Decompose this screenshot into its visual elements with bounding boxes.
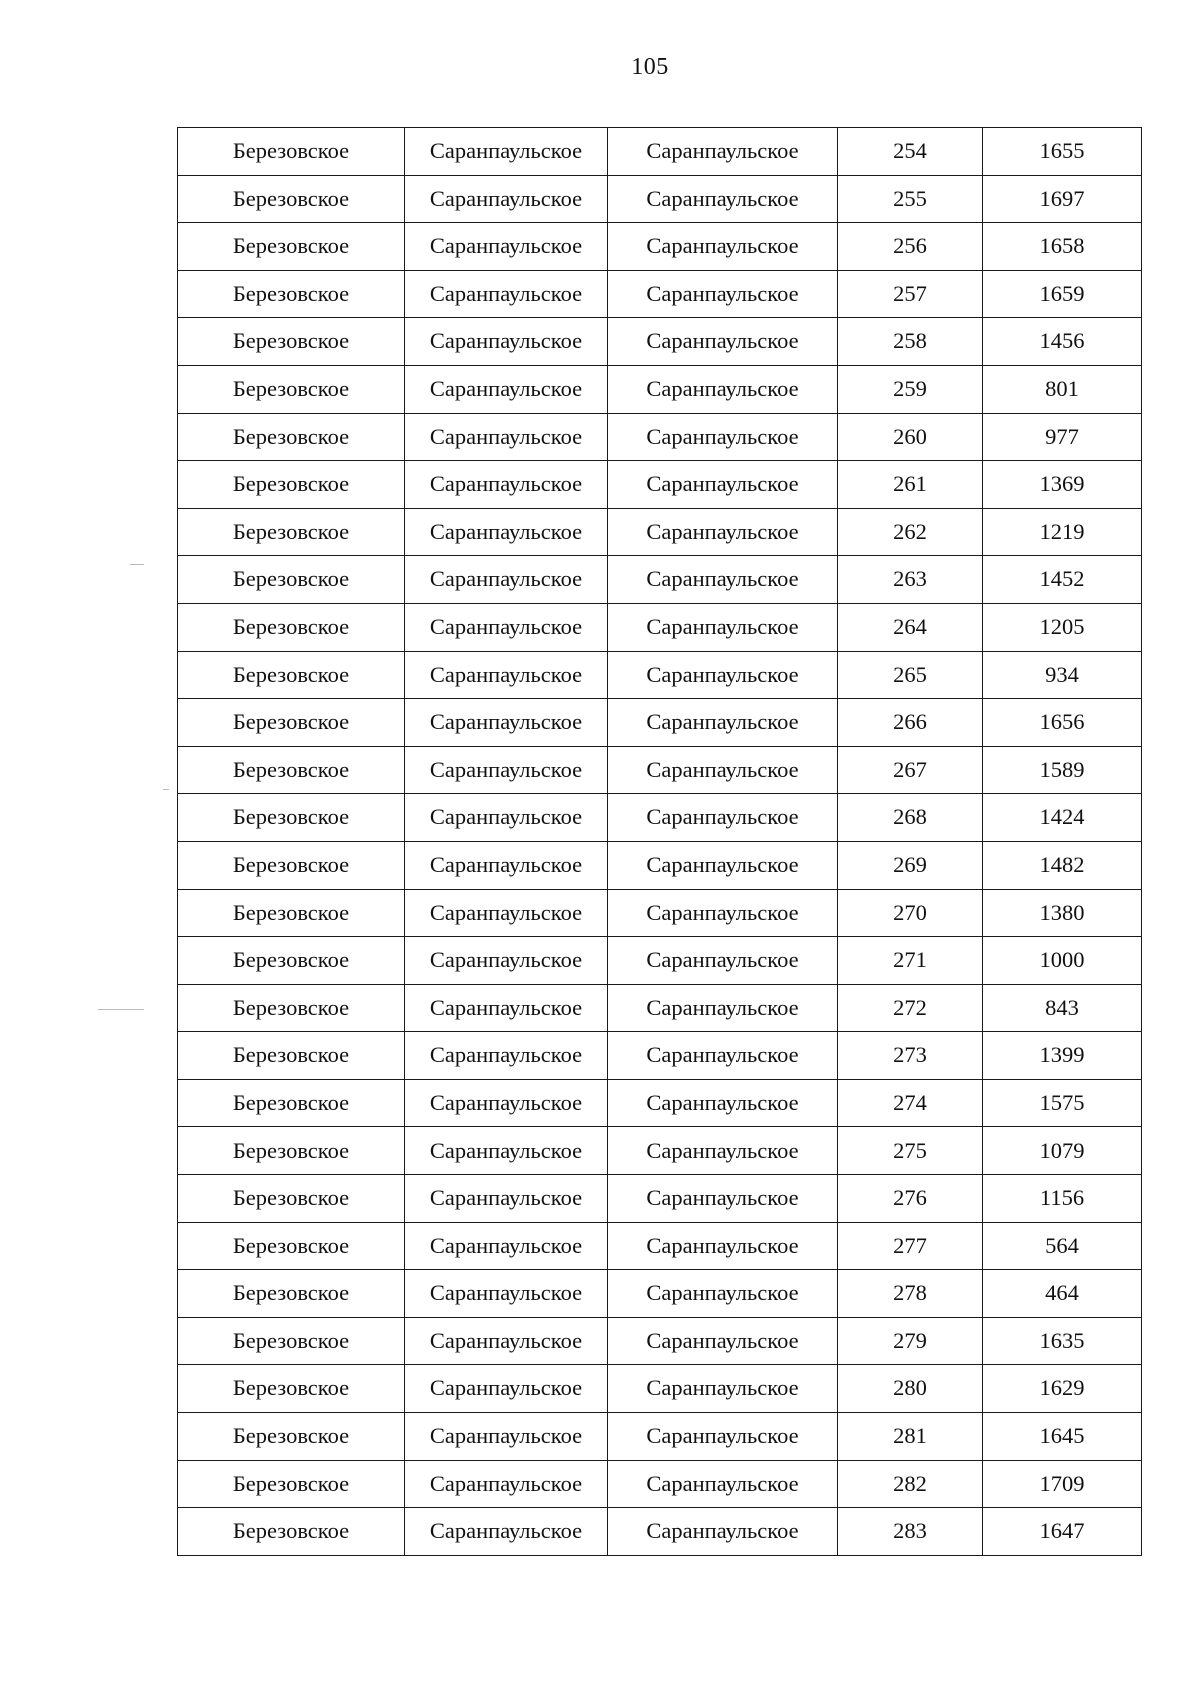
table-row bbox=[178, 318, 1142, 366]
table-row bbox=[178, 556, 1142, 604]
table-cell-locality: Саранпаульское bbox=[608, 365, 838, 413]
table-row bbox=[178, 603, 1142, 651]
table-cell-settlement: Саранпаульское bbox=[405, 1365, 608, 1413]
table-cell-settlement: Саранпаульское bbox=[405, 1460, 608, 1508]
table-cell-settlement: Саранпаульское bbox=[405, 270, 608, 318]
table-cell-settlement: Саранпаульское bbox=[405, 175, 608, 223]
table-cell-settlement: Саранпаульское bbox=[405, 1127, 608, 1175]
table-cell-district: Березовское bbox=[178, 794, 405, 842]
table-row bbox=[178, 223, 1142, 271]
table-cell-locality: Саранпаульское bbox=[608, 889, 838, 937]
table-cell-number: 278 bbox=[838, 1270, 983, 1318]
table-cell-value: 1697 bbox=[983, 175, 1142, 223]
table-cell-settlement: Саранпаульское bbox=[405, 603, 608, 651]
scan-artifact bbox=[98, 1009, 144, 1010]
table-cell-locality: Саранпаульское bbox=[608, 1032, 838, 1080]
table-cell-settlement: Саранпаульское bbox=[405, 1508, 608, 1556]
table-cell-district: Березовское bbox=[178, 1508, 405, 1556]
table-row bbox=[178, 746, 1142, 794]
table-cell-locality: Саранпаульское bbox=[608, 841, 838, 889]
table-cell-settlement: Саранпаульское bbox=[405, 461, 608, 509]
table-body bbox=[178, 128, 1142, 1556]
table-cell-locality: Саранпаульское bbox=[608, 508, 838, 556]
table-cell-locality: Саранпаульское bbox=[608, 1175, 838, 1223]
table-cell-value: 1156 bbox=[983, 1175, 1142, 1223]
table-cell-district: Березовское bbox=[178, 1222, 405, 1270]
table-cell-number: 268 bbox=[838, 794, 983, 842]
table-row bbox=[178, 1317, 1142, 1365]
table-cell-value: 1645 bbox=[983, 1413, 1142, 1461]
table-cell-district: Березовское bbox=[178, 1127, 405, 1175]
table-cell-district: Березовское bbox=[178, 1079, 405, 1127]
table-cell-settlement: Саранпаульское bbox=[405, 508, 608, 556]
table-row bbox=[178, 1460, 1142, 1508]
table-cell-district: Березовское bbox=[178, 1365, 405, 1413]
table-cell-number: 276 bbox=[838, 1175, 983, 1223]
table-cell-value: 1079 bbox=[983, 1127, 1142, 1175]
table-cell-value: 1658 bbox=[983, 223, 1142, 271]
table-cell-value: 1219 bbox=[983, 508, 1142, 556]
scan-artifact bbox=[130, 564, 144, 565]
table-cell-district: Березовское bbox=[178, 889, 405, 937]
table-cell-value: 1452 bbox=[983, 556, 1142, 604]
table-cell-district: Березовское bbox=[178, 318, 405, 366]
table-cell-locality: Саранпаульское bbox=[608, 603, 838, 651]
table-row bbox=[178, 461, 1142, 509]
table-cell-settlement: Саранпаульское bbox=[405, 1222, 608, 1270]
table-cell-district: Березовское bbox=[178, 699, 405, 747]
table-cell-number: 267 bbox=[838, 746, 983, 794]
table-cell-number: 282 bbox=[838, 1460, 983, 1508]
table-cell-locality: Саранпаульское bbox=[608, 699, 838, 747]
table-row bbox=[178, 1508, 1142, 1556]
table-cell-value: 934 bbox=[983, 651, 1142, 699]
table-cell-locality: Саранпаульское bbox=[608, 1508, 838, 1556]
table-cell-district: Березовское bbox=[178, 365, 405, 413]
table-cell-number: 256 bbox=[838, 223, 983, 271]
table-cell-locality: Саранпаульское bbox=[608, 413, 838, 461]
table-cell-settlement: Саранпаульское bbox=[405, 1175, 608, 1223]
table-cell-number: 255 bbox=[838, 175, 983, 223]
table-cell-value: 1635 bbox=[983, 1317, 1142, 1365]
table-cell-locality: Саранпаульское bbox=[608, 794, 838, 842]
table-cell-settlement: Саранпаульское bbox=[405, 699, 608, 747]
table-cell-district: Березовское bbox=[178, 603, 405, 651]
table-cell-settlement: Саранпаульское bbox=[405, 889, 608, 937]
table-cell-number: 263 bbox=[838, 556, 983, 604]
page-number: 105 bbox=[631, 54, 669, 80]
table-cell-district: Березовское bbox=[178, 984, 405, 1032]
table-cell-value: 1709 bbox=[983, 1460, 1142, 1508]
table-cell-district: Березовское bbox=[178, 746, 405, 794]
table-cell-number: 264 bbox=[838, 603, 983, 651]
table-cell-number: 274 bbox=[838, 1079, 983, 1127]
table-cell-number: 262 bbox=[838, 508, 983, 556]
table-cell-district: Березовское bbox=[178, 1317, 405, 1365]
table-cell-district: Березовское bbox=[178, 270, 405, 318]
table-row bbox=[178, 128, 1142, 176]
table-cell-settlement: Саранпаульское bbox=[405, 746, 608, 794]
table-cell-number: 254 bbox=[838, 128, 983, 176]
table-cell-number: 283 bbox=[838, 1508, 983, 1556]
table-cell-settlement: Саранпаульское bbox=[405, 1317, 608, 1365]
table-row bbox=[178, 841, 1142, 889]
table-cell-settlement: Саранпаульское bbox=[405, 128, 608, 176]
table-cell-number: 272 bbox=[838, 984, 983, 1032]
table-row bbox=[178, 651, 1142, 699]
table-cell-locality: Саранпаульское bbox=[608, 461, 838, 509]
table-cell-number: 265 bbox=[838, 651, 983, 699]
table-row bbox=[178, 1127, 1142, 1175]
table-cell-value: 1629 bbox=[983, 1365, 1142, 1413]
table-cell-district: Березовское bbox=[178, 1460, 405, 1508]
table-cell-value: 1399 bbox=[983, 1032, 1142, 1080]
table-cell-locality: Саранпаульское bbox=[608, 937, 838, 985]
table-row bbox=[178, 365, 1142, 413]
table-cell-number: 261 bbox=[838, 461, 983, 509]
table-cell-value: 464 bbox=[983, 1270, 1142, 1318]
table-cell-value: 1655 bbox=[983, 128, 1142, 176]
table-cell-settlement: Саранпаульское bbox=[405, 318, 608, 366]
table-cell-value: 843 bbox=[983, 984, 1142, 1032]
table-row bbox=[178, 1175, 1142, 1223]
table-cell-district: Березовское bbox=[178, 556, 405, 604]
table-cell-locality: Саранпаульское bbox=[608, 1365, 838, 1413]
table-row bbox=[178, 1365, 1142, 1413]
table-cell-value: 1369 bbox=[983, 461, 1142, 509]
table-cell-number: 280 bbox=[838, 1365, 983, 1413]
table-cell-settlement: Саранпаульское bbox=[405, 937, 608, 985]
table-cell-locality: Саранпаульское bbox=[608, 746, 838, 794]
table-cell-locality: Саранпаульское bbox=[608, 223, 838, 271]
table-cell-number: 259 bbox=[838, 365, 983, 413]
table-cell-value: 801 bbox=[983, 365, 1142, 413]
table-cell-district: Березовское bbox=[178, 413, 405, 461]
table-cell-locality: Саранпаульское bbox=[608, 1079, 838, 1127]
table-cell-settlement: Саранпаульское bbox=[405, 1079, 608, 1127]
table-cell-number: 279 bbox=[838, 1317, 983, 1365]
table-cell-locality: Саранпаульское bbox=[608, 556, 838, 604]
table-cell-district: Березовское bbox=[178, 175, 405, 223]
table-cell-settlement: Саранпаульское bbox=[405, 1413, 608, 1461]
table-cell-district: Березовское bbox=[178, 223, 405, 271]
table-cell-locality: Саранпаульское bbox=[608, 175, 838, 223]
table-cell-settlement: Саранпаульское bbox=[405, 365, 608, 413]
table-row bbox=[178, 889, 1142, 937]
table-cell-number: 270 bbox=[838, 889, 983, 937]
table-cell-value: 1575 bbox=[983, 1079, 1142, 1127]
table-cell-district: Березовское bbox=[178, 128, 405, 176]
table-cell-locality: Саранпаульское bbox=[608, 1127, 838, 1175]
table-cell-district: Березовское bbox=[178, 1032, 405, 1080]
table-cell-value: 1589 bbox=[983, 746, 1142, 794]
table-cell-number: 271 bbox=[838, 937, 983, 985]
table-cell-district: Березовское bbox=[178, 1413, 405, 1461]
table-cell-value: 1656 bbox=[983, 699, 1142, 747]
scan-artifact bbox=[163, 789, 169, 790]
table-cell-number: 258 bbox=[838, 318, 983, 366]
table-cell-number: 266 bbox=[838, 699, 983, 747]
table-row bbox=[178, 508, 1142, 556]
table-cell-locality: Саранпаульское bbox=[608, 128, 838, 176]
table-cell-district: Березовское bbox=[178, 841, 405, 889]
table-row bbox=[178, 1413, 1142, 1461]
table-row bbox=[178, 175, 1142, 223]
table-cell-value: 1647 bbox=[983, 1508, 1142, 1556]
table-cell-locality: Саранпаульское bbox=[608, 318, 838, 366]
table-cell-district: Березовское bbox=[178, 461, 405, 509]
table-cell-district: Березовское bbox=[178, 1270, 405, 1318]
table-cell-locality: Саранпаульское bbox=[608, 270, 838, 318]
table-cell-number: 281 bbox=[838, 1413, 983, 1461]
table-cell-number: 275 bbox=[838, 1127, 983, 1175]
table-cell-settlement: Саранпаульское bbox=[405, 413, 608, 461]
table-row bbox=[178, 1270, 1142, 1318]
table-cell-value: 564 bbox=[983, 1222, 1142, 1270]
table-cell-district: Березовское bbox=[178, 508, 405, 556]
table-cell-settlement: Саранпаульское bbox=[405, 984, 608, 1032]
table-cell-number: 269 bbox=[838, 841, 983, 889]
table-cell-locality: Саранпаульское bbox=[608, 1317, 838, 1365]
table-cell-district: Березовское bbox=[178, 651, 405, 699]
table-cell-value: 1456 bbox=[983, 318, 1142, 366]
table-cell-settlement: Саранпаульское bbox=[405, 1270, 608, 1318]
table-cell-settlement: Саранпаульское bbox=[405, 1032, 608, 1080]
table-cell-district: Березовское bbox=[178, 1175, 405, 1223]
table-cell-settlement: Саранпаульское bbox=[405, 556, 608, 604]
table-cell-settlement: Саранпаульское bbox=[405, 223, 608, 271]
table-cell-settlement: Саранпаульское bbox=[405, 841, 608, 889]
table-row bbox=[178, 699, 1142, 747]
table-row bbox=[178, 413, 1142, 461]
table-row bbox=[178, 1079, 1142, 1127]
table-cell-value: 1424 bbox=[983, 794, 1142, 842]
table-row bbox=[178, 937, 1142, 985]
table-cell-value: 1659 bbox=[983, 270, 1142, 318]
table-cell-value: 1000 bbox=[983, 937, 1142, 985]
table-row bbox=[178, 794, 1142, 842]
table-cell-value: 1205 bbox=[983, 603, 1142, 651]
table-cell-locality: Саранпаульское bbox=[608, 984, 838, 1032]
table-cell-locality: Саранпаульское bbox=[608, 1222, 838, 1270]
table-cell-number: 277 bbox=[838, 1222, 983, 1270]
table-cell-locality: Саранпаульское bbox=[608, 1460, 838, 1508]
table-row bbox=[178, 984, 1142, 1032]
table-cell-locality: Саранпаульское bbox=[608, 1413, 838, 1461]
data-table bbox=[177, 127, 1142, 1556]
table-cell-locality: Саранпаульское bbox=[608, 651, 838, 699]
table-cell-settlement: Саранпаульское bbox=[405, 794, 608, 842]
table-cell-value: 1380 bbox=[983, 889, 1142, 937]
table-row bbox=[178, 1222, 1142, 1270]
table-cell-value: 977 bbox=[983, 413, 1142, 461]
table-cell-settlement: Саранпаульское bbox=[405, 651, 608, 699]
table-cell-locality: Саранпаульское bbox=[608, 1270, 838, 1318]
table-row bbox=[178, 1032, 1142, 1080]
table-cell-number: 257 bbox=[838, 270, 983, 318]
table-cell-number: 260 bbox=[838, 413, 983, 461]
table-cell-district: Березовское bbox=[178, 937, 405, 985]
table-row bbox=[178, 270, 1142, 318]
table-cell-number: 273 bbox=[838, 1032, 983, 1080]
table-cell-value: 1482 bbox=[983, 841, 1142, 889]
